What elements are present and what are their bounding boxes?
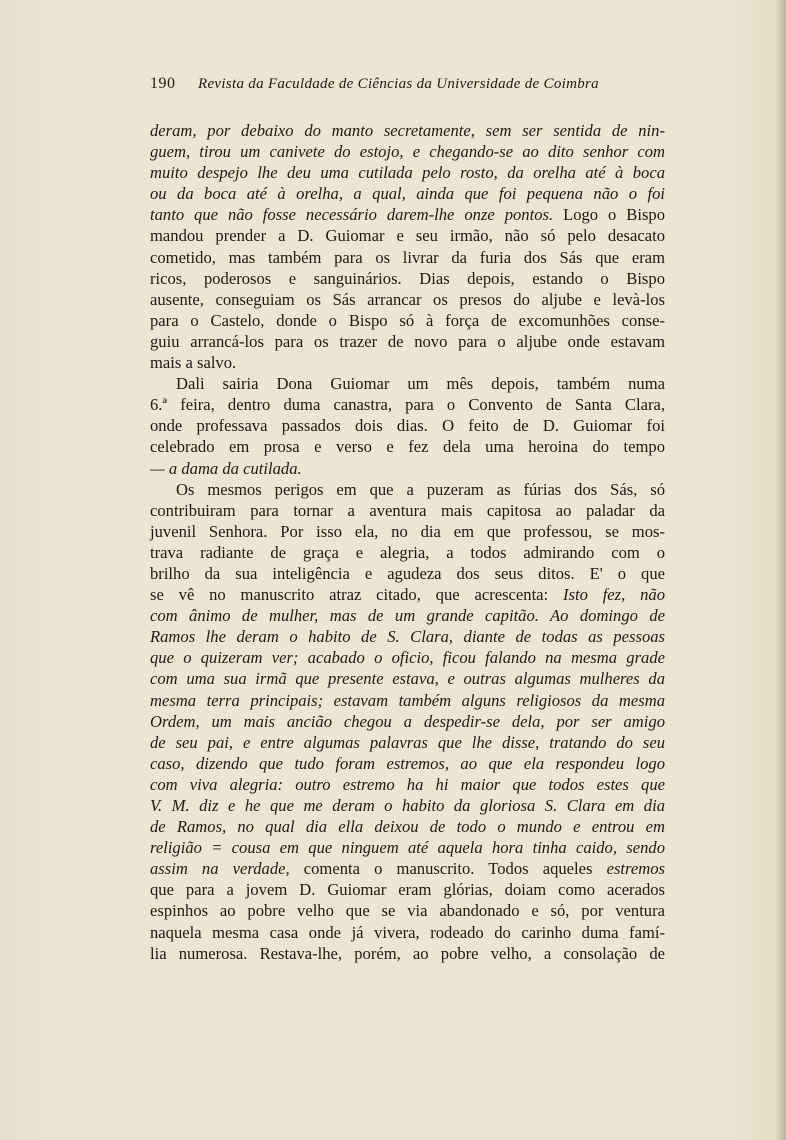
text-line: Ramos lhe deram o habito de S. Clara, diante de todas as pessoas xyxy=(150,627,665,647)
text-line: — a dama da cutilada. xyxy=(150,458,302,478)
text-line: brilho da sua inteligência e agudeza dos seus ditos. E' o que xyxy=(150,563,665,583)
text-line: juvenil Senhora. Por isso ela, no dia em que professou, se mos- xyxy=(150,521,665,541)
text-line: com ânimo de mulher, mas de um grande capitão. Ao domingo de xyxy=(150,606,665,626)
text-line: se vê no manuscrito atraz citado, que acrescenta: Isto fez, não xyxy=(150,585,665,605)
text-line: para o Castelo, donde o Bispo só à força de excomunhões conse- xyxy=(150,310,665,330)
text-line: que o quizeram ver; acabado o oficio, ficou falando na mesma grade xyxy=(150,648,665,668)
page-edge-shadow xyxy=(776,0,786,1140)
text-line: celebrado em prosa e verso e fez dela uma heroina do tempo xyxy=(150,437,665,457)
text-line: Dali sairia Dona Guiomar um mês depois, também numa xyxy=(176,374,665,394)
text-line: tanto que não fosse necessário darem-lhe onze pontos. Logo o Bispo xyxy=(150,205,666,225)
text-line: de seu pai, e entre algumas palavras que lhe disse, tratando do seu xyxy=(150,732,665,752)
body-text xyxy=(150,120,665,964)
text-line: naquela mesma casa onde já vivera, rodeado do carinho duma famí- xyxy=(150,922,665,942)
text-line: mesma terra principais; estavam também alguns religiosos da mesma xyxy=(150,690,665,710)
text-line: ricos, poderosos e sanguinários. Dias depois, estando o Bispo xyxy=(150,268,665,288)
text-line: guiu arrancá-los para os trazer de novo para o aljube onde estavam xyxy=(150,331,665,351)
text-line: cometido, mas também para os livrar da furia dos Sás que eram xyxy=(150,247,665,267)
page-number: 190 xyxy=(150,75,176,92)
text-line: onde professava passados dois dias. O feito de D. Guiomar foi xyxy=(150,416,665,436)
running-head xyxy=(150,75,620,97)
text-line: com viva alegria: outro estremo ha hi maior que todos estes que xyxy=(150,774,665,794)
text-line: espinhos ao pobre velho que se via abandonado e só, por ventura xyxy=(150,901,665,921)
text-line: assim na verdade, comenta o manuscrito. Todos aqueles estremos xyxy=(150,859,665,879)
text-line: deram, por debaixo do manto secretamente, sem ser sentida de nin- xyxy=(150,121,665,140)
text-line: que para a jovem D. Guiomar eram glórias, doiam como acerados xyxy=(150,880,665,900)
text-line: ou da boca até à orelha, a qual, ainda que foi pequena não o foi xyxy=(150,184,665,204)
text-line: Os mesmos perigos em que a puzeram as fúrias dos Sás, só xyxy=(176,479,665,499)
text-line: lia numerosa. Restava-lhe, porém, ao pobre velho, a consolação de xyxy=(150,943,665,963)
journal-title: Revista da Faculdade de Ciências da Universidade de Coimbra xyxy=(198,76,599,92)
text-line: trava radiante de graça e alegria, a todos admirando com o xyxy=(150,542,665,562)
text-line: de Ramos, no qual dia ella deixou de todo o mundo e entrou em xyxy=(150,817,665,837)
text-line: V. M. diz e he que me deram o habito da gloriosa S. Clara em dia xyxy=(150,796,665,815)
text-line: ausente, conseguiam os Sás arrancar os presos do aljube e levà-los xyxy=(150,289,665,309)
text-line: guem, tirou um canivete do estojo, e chegando-se ao dito senhor com xyxy=(150,142,665,162)
text-line: Ordem, um mais ancião chegou a despedir-se dela, por ser amigo xyxy=(150,711,665,731)
text-line: 6.ª feira, dentro duma canastra, para o Convento de Santa Clara, xyxy=(150,395,665,415)
text-line: caso, dizendo que tudo foram estremos, ao que ela respondeu logo xyxy=(150,753,665,773)
text-line: religião = cousa em que ninguem até aquela hora tinha caido, sendo xyxy=(150,838,665,858)
text-line: com uma sua irmã que presente estava, e outras algumas mulheres da xyxy=(150,669,665,689)
text-line: mais a salvo. xyxy=(150,353,237,373)
text-line: contribuiram para tornar a aventura mais capitosa ao paladar da xyxy=(150,500,665,520)
text-line: muito despejo lhe deu uma cutilada pelo rosto, da orelha até à boca xyxy=(150,163,665,183)
text-line: mandou prender a D. Guiomar e seu irmão, não só pelo desacato xyxy=(150,226,665,246)
